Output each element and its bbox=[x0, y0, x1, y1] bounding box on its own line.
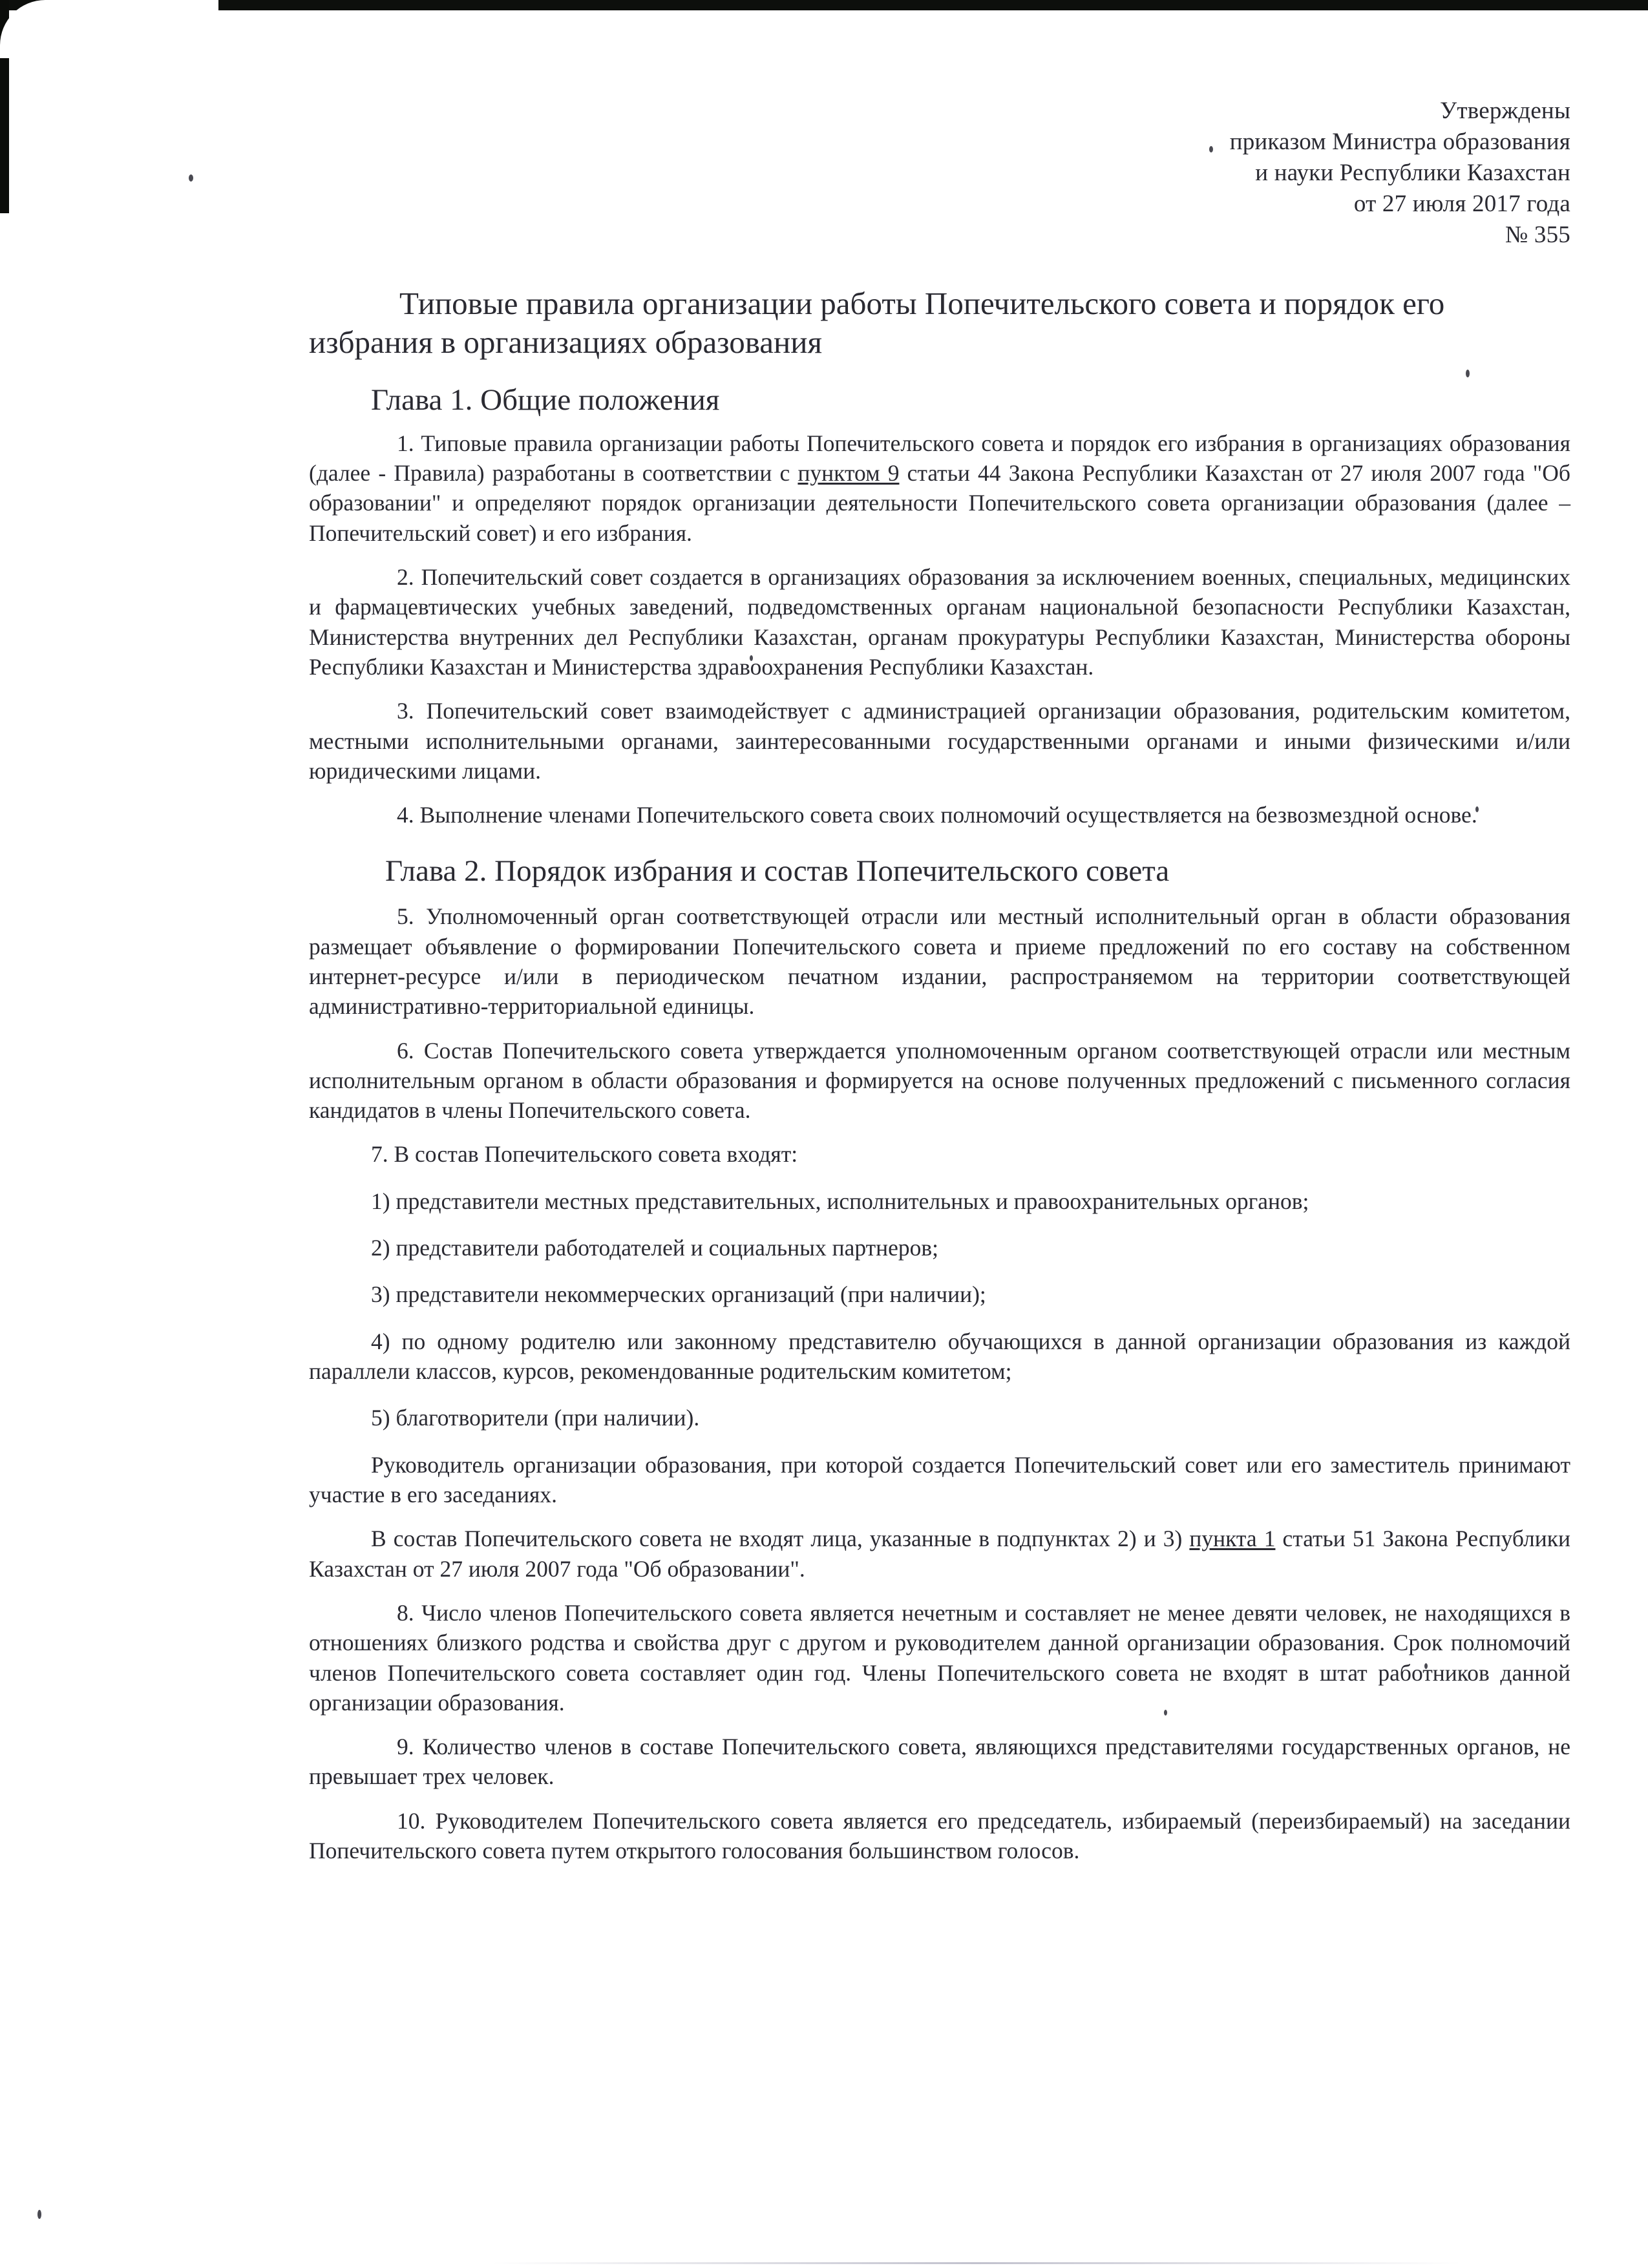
approval-header-line: № 355 bbox=[1505, 222, 1570, 249]
document-content bbox=[309, 0, 1570, 1880]
link-punkta-1[interactable]: пункта 1 bbox=[1189, 1526, 1276, 1552]
approval-header-line: приказом Министра образования bbox=[1229, 129, 1570, 156]
scan-speck bbox=[37, 2210, 41, 2219]
approval-header-line: Утверждены bbox=[1439, 98, 1570, 124]
paragraph-7-item-4: 4) по одному родителю или законному представителю обучающихся в данной организации образования из каждой параллели классов, курсов, рекомендованные родительским комитетом; bbox=[309, 1328, 1570, 1384]
approval-header-line: и науки Республики Казахстан bbox=[1255, 160, 1570, 187]
paragraph-1-text-after-link: статьи 44 Закона Республики Казахстан от 27 июля 2007 года "Об образовании" и определяют порядок организации деятельности Попечительского совета организации образования (далее – Попечительский совет) и его избрания. bbox=[309, 460, 1570, 546]
paragraph-2: 2. Попечительский совет создается в организациях образования за исключением военных, специальных, медицинских и фармацевтических учебных заведений, подведомственных органам национальной безопасности Республики Казахстан, Министерства внутренних дел Республики Казахстан, органам прокуратуры Республики Казахстан, Министерства обороны Республики Казахстан и Министерства здравоохранения Республики Казахстан. bbox=[309, 564, 1570, 680]
paragraph-7-item-1: 1) представители местных представительных, исполнительных и правоохранительных органов; bbox=[371, 1188, 1309, 1214]
link-punkt-9[interactable]: пунктом 9 bbox=[798, 460, 900, 487]
paragraph-3: 3. Попечительский совет взаимодействует с администрацией организации образования, родительским комитетом, местными исполнительными органами, заинтересованными государственными органами и иными физическими и/или юридическими лицами. bbox=[309, 698, 1570, 784]
approval-header bbox=[309, 96, 1570, 251]
paragraph-4: 4. Выполнение членами Попечительского совета своих полномочий осуществляется на безвозмездной основе. bbox=[397, 802, 1477, 828]
paragraph-9: 9. Количество членов в составе Попечительского совета, являющихся представителями государственных органов, не превышает трех человек. bbox=[309, 1734, 1570, 1790]
scan-speck bbox=[189, 174, 193, 182]
document-title: Типовые правила организации работы Попечительского совета и порядок его избрания в организациях образования bbox=[309, 286, 1445, 361]
scan-bottom-artifact bbox=[491, 2262, 1461, 2264]
paragraph-7-exclusion-text-after-link: статьи 51 Закона Республики Казахстан от 27 июля 2007 года "Об образовании". bbox=[309, 1526, 1571, 1582]
paragraph-7-head-note: Руководитель организации образования, при которой создается Попечительский совет или его заместитель принимают участие в его заседаниях. bbox=[309, 1451, 1570, 1507]
paragraph-10: 10. Руководителем Попечительского совета является его председатель, избираемый (переизбираемый) на заседании Попечительского совета путем открытого голосования большинством голосов. bbox=[309, 1807, 1570, 1864]
scan-corner-mask bbox=[57, 0, 218, 14]
paragraph-5: 5. Уполномоченный орган соответствующей отрасли или местный исполнительный орган в области образования размещает объявление о формировании Попечительского совета и приеме предложений по его составу на собственном интернет-ресурсе и/или в периодическом печатном издании, распространяемом на территории соответствующей административно-территориальной единицы. bbox=[309, 903, 1570, 1020]
paragraph-8: 8. Число членов Попечительского совета является нечетным и составляет не менее девяти человек, не находящихся в отношениях близкого родства и свойства друг с другом и руководителем данной организации образования. Срок полномочий членов Попечительского совета составляет один год. Члены Попечительского совета не входят в штат работников данной организации образования. bbox=[309, 1599, 1570, 1716]
paragraph-7-exclusion bbox=[309, 1524, 1570, 1584]
paragraph-6: 6. Состав Попечительского совета утверждается уполномоченным органом соответствующей отрасли или местным исполнительным органом в области образования и формируется на основе полученных предложений с письменного согласия кандидатов в члены Попечительского совета. bbox=[309, 1037, 1570, 1124]
chapter-1-heading: Глава 1. Общие положения bbox=[371, 383, 720, 417]
paragraph-1 bbox=[309, 428, 1570, 548]
paragraph-7-item-5: 5) благотворители (при наличии). bbox=[371, 1405, 700, 1431]
paragraph-7-intro: 7. В состав Попечительского совета входят: bbox=[371, 1141, 798, 1168]
chapter-2-heading: Глава 2. Порядок избрания и состав Попечительского совета bbox=[385, 854, 1170, 888]
approval-header-line: от 27 июля 2017 года bbox=[1353, 191, 1570, 218]
paragraph-7-item-3: 3) представители некоммерческих организаций (при наличии); bbox=[371, 1281, 986, 1308]
paragraph-7-item-2: 2) представители работодателей и социальных партнеров; bbox=[371, 1235, 939, 1261]
paragraph-1-text-before-link: 1. Типовые правила организации работы Попечительского совета и порядок его избрания в организациях образования (далее - Правила) разработаны в соответствии с bbox=[309, 430, 1570, 487]
paragraph-7-exclusion-text-before-link: В состав Попечительского совета не входят лица, указанные в подпунктах 2) и 3) bbox=[371, 1526, 1190, 1552]
